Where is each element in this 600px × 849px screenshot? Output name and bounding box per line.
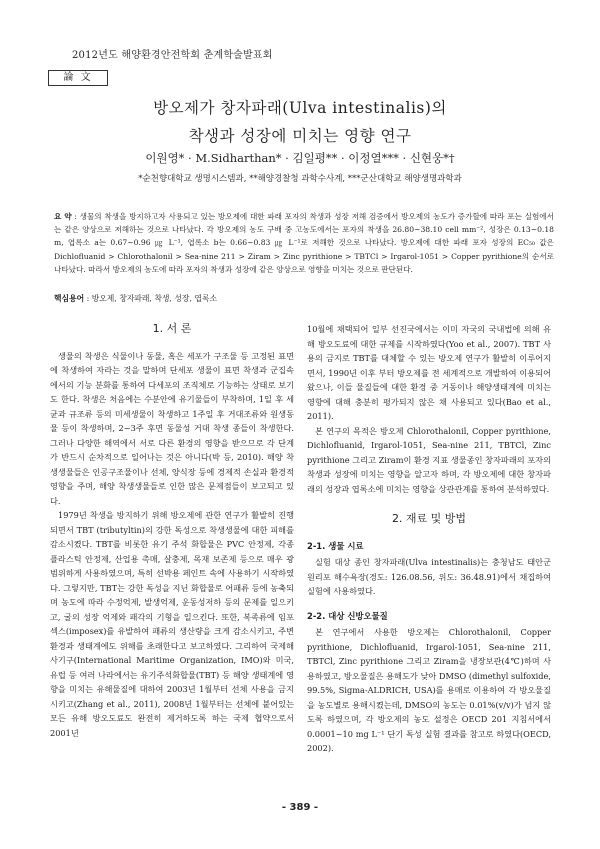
author-list: 이원영* · M.Sidharthan* · 김일평** · 이정열*** · 신현웅*† [145, 151, 455, 165]
conference-header: 2012년도 해양환경안전학회 춘계학술발표회 [72, 50, 273, 61]
abstract-text: : 생물의 착생을 방지하고자 사용되고 있는 방오제에 대한 파래 포자의 착생과 성장 저해 검증에서 방오제의 농도가 증가할에 따라 포는 실험에서는 같은 양상으로 저해하는 것으로 나타났다. 각 방오제의 농도 구배 중 고농도에서는 포자의 착생을 26.80~38.10 cell mm⁻², 성장은 0.13~0.18 m, 엽록소 a는 0.67~0.96 ㎍ L⁻¹, 엽록소 b는 0.66~0.83 ㎍ L⁻¹로 저해한 것으로 나타났다. 방오제에 대한 파래 포자 성장의 EC₅₀ 값은 Dichlofluanid > Chlorothalonil > Sea-nine 211 > Ziram > Zinc pyrithione > TBTCl > Irgarol-1051 > Copper pyrithione의 순서로 나타났다. 따라서 방오제의 농도에 따라 포자의 착생과 성장에 같은 양상으로 영향을 미치는 것으로 판단된다. [54, 212, 554, 274]
paper-type-badge: 論 文 [48, 70, 108, 86]
paper-title-line-2: 착생과 성장에 미치는 영향 연구 [188, 127, 412, 145]
subsection-heading-2-1: 2-1. 생물 시료 [307, 540, 364, 551]
keywords-lead: 핵심용어 [54, 294, 85, 303]
subsection-paragraph-2-2: 본 연구에서 사용한 방오제는 Chlorothalonil, Copper pyrithione, Dichlofluanid, Irgarol-1051, Sea-nine 211, TBTCl, Zinc pyrithione 그리고 Ziram을 냉장보관(4℃)하며 사용하였고, 방오물질은 용해도가 낮아 DMSO (dimethyl sulfoxide, 99.5%, Sigma-ALDRICH, USA)를 용매로 이용하여 각 방오물질을 농도별로 용해시켰는데, DMSO의 농도는 0.01%(v/v)가 넘지 않도록 하였으며, 각 방오제의 농도 설정은 OECD 201 지침서에서 0.0001~10 mg L⁻¹ 단기 독성 실험 결과를 참고로 하였다(OECD, 2002). [307, 627, 551, 753]
right-column [307, 322, 551, 756]
intro-paragraph-3: 10월에 채택되어 일부 선진국에서는 이미 자국의 국내법에 의해 유해 방오도료에 대한 규제를 시작하였다(Yoo et al., 2007). TBT 사용의 금지로 TBT를 대체할 수 있는 방오제 연구가 활발히 이루어지면서, 1990년 이후 부터 방오제를 전 세계적으로 개발하여 이용되어 왔으나, 이들 물질들에 대한 환경 중 거동이나 해양생태계에 미치는 영향에 대해 충분히 평가되지 않은 채 사용되고 있다(Bao et al., 2011). [307, 324, 551, 421]
keywords-text: : 방오제, 창자파래, 착생, 성장, 엽록소 [86, 294, 218, 303]
abstract-lead: 요 약 [54, 212, 72, 221]
intro-heading: 1. 서 론 [152, 322, 192, 335]
page-number: - 389 - [281, 802, 319, 813]
affiliation-list: *순천향대학교 생명시스템과, **해양경찰청 과학수사계, ***군산대학교 해양생명과학과 [138, 174, 462, 184]
subsection-paragraph-2-1: 실험 대상 종인 창자파래(Ulva intestinalis)는 충청남도 태안군 원리포 해수욕장(경도: 126.08.56, 위도: 36.48.91)에서 채집하여 실험에 사용하였다. [307, 557, 551, 596]
intro-paragraph-4: 본 연구의 목적은 방오제 Chlorothalonil, Copper pyrithione, Dichlofluanid, Irgarol-1051, Sea-nine 211, TBTCl, Zinc pyrithione 그리고 Ziram이 환경 지표 생물종인 창자파래의 포자의 착생과 성장에 미치는 영향을 알고자 하며, 각 방오제에 대한 창자파래의 성장과 엽록소에 미치는 영향을 상관관계를 통하여 분석하였다. [307, 425, 551, 494]
keywords [54, 293, 554, 304]
paper-title-line-1: 방오제가 창자파래(Ulva intestinalis)의 [153, 99, 447, 117]
methods-heading: 2. 재료 및 방법 [391, 512, 467, 525]
subsection-heading-2-2: 2-2. 대상 신방오물질 [307, 610, 388, 621]
intro-paragraph-2: 1979년 착생을 방지하기 위해 방오제에 관한 연구가 활발히 진행되면서 TBT (tributyltin)의 강한 독성으로 착생생물에 대한 피해를 감소시켰다. TBT를 비롯한 유기 주석 화합물은 PVC 안정제, 각종 플라스틱 안정제, 산업용 촉매, 살충제, 목재 보존제 등으로 매우 광범위하게 사용하였으며, 특히 선박용 페인트 속에 사용하기 시작하였다. 그렇지만, TBT는 강한 독성을 지닌 화합물로 어패류 등에 농축되며 농도에 따라 수정억제, 발생억제, 운동성저하 등의 문제를 일으키고, 굴의 성장 억제와 패각의 기형을 일으킨다. 또한, 복족류에 임포섹스(imposex)를 유발하여 패류의 생산량을 크게 감소시키고, 주변 환경과 생태계에도 위해를 초래한다고 보고하였다. 그리하여 국제해사기구(International Maritime Organization, IMO)와 미국, 유럽 등 여러 나라에서는 유기주석화합물(TBT) 등 해양 생태계에 영향을 미치는 유해물질에 대하여 2003년 1월부터 선체 사용을 금지시키고(Zhang et al., 2011), 2008년 1월부터는 선체에 붙어있는 모든 유해 방오도료도 완전히 제거하도록 하는 국제 협약으로서 2001년 [50, 510, 294, 738]
left-column [50, 322, 294, 740]
intro-paragraph-1: 생물의 착생은 식물이나 동물, 혹은 세포가 구조물 등 고정된 표면에 착생하여 자라는 것을 말하며 단세포 생물이 표면 착생과 군집속에서의 기능 분화를 통하여 다세포의 조직체로 기능하는 상태로 보기도 한다. 착생은 처음에는 수분안에 유기물들이 부착하며, 1일 후 세균과 규조류 등의 미세생물이 착생하고 1주일 후 거대조류와 원생동물 등이 착생하며, 2~3주 후면 동물성 거대 착생 종들이 착생한다. 그러나 다양한 해역에서 서로 다른 환경의 영향을 받으므로 각 단계가 반드시 순차적으로 일어나는 것은 아니다(박 등, 2010). 해양 착생생물들은 인공구조물이나 선체, 양식장 등에 경제적 손실과 환경적 영향을 주며, 해양 착생생물들로 인한 많은 문제점들이 보고되고 있다. [50, 350, 294, 506]
abstract [54, 210, 554, 276]
